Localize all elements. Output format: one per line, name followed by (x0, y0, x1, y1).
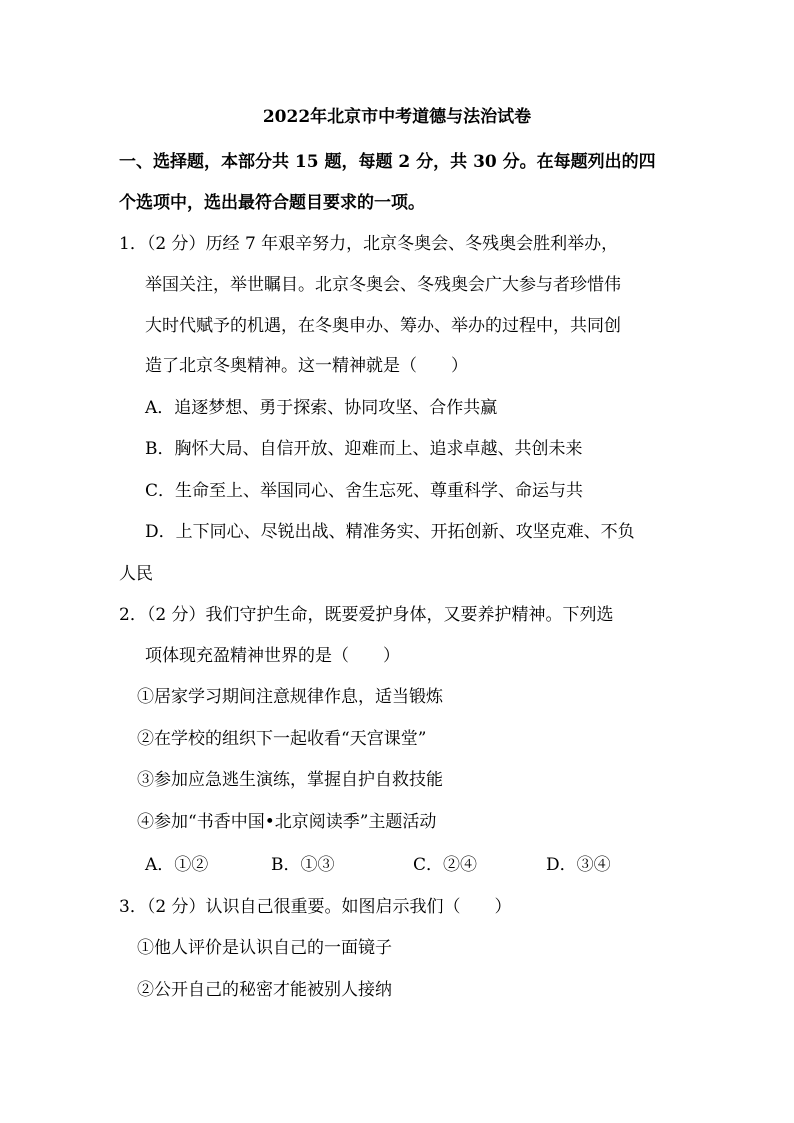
question-3-statement-2: ②公开自己的秘密才能被别人接纳 (137, 980, 392, 1000)
question-2-statement-3: ③参加应急逃生演练，掌握自护自救技能 (137, 770, 443, 790)
question-1-option-d: D．上下同心、尽锐出战、精准务实、开拓创新、攻坚克难、不负 (145, 522, 635, 542)
question-2-statement-1: ①居家学习期间注意规律作息，适当锻炼 (137, 687, 443, 707)
question-2-option-d: D．③④ (546, 855, 611, 875)
section-heading-line-2: 个选项中，选出最符合题目要求的一项。 (119, 193, 425, 213)
question-3-statement-1: ①他人评价是认识自己的一面镜子 (137, 938, 392, 958)
question-2-option-c: C．②④ (413, 855, 478, 875)
question-2-statement-2: ②在学校的组织下一起收看“天宫课堂” (137, 729, 427, 749)
question-2-stem-line: 项体现充盈精神世界的是（ ） (145, 646, 400, 666)
question-2-option-b: B．①③ (271, 855, 335, 875)
page-title: 2022年北京市中考道德与法治试卷 (262, 107, 532, 127)
question-1-option-d-continued: 人民 (119, 564, 153, 584)
question-1-option-c: C．生命至上、举国同心、舍生忘死、尊重科学、命运与共 (145, 481, 584, 501)
question-1-stem-line: 举国关注，举世瞩目。北京冬奥会、冬残奥会广大参与者珍惜伟 (145, 275, 621, 295)
question-3-stem-line: 3．（2 分）认识自己很重要。如图启示我们（ ） (119, 897, 512, 917)
question-1-stem-line: 大时代赋予的机遇，在冬奥申办、筹办、举办的过程中，共同创 (145, 316, 621, 336)
question-1-option-a: A．追逐梦想、勇于探索、协同攻坚、合作共赢 (145, 398, 498, 418)
question-2-options (0, 854, 794, 876)
question-1-stem-line: 造了北京冬奥精神。这一精神就是（ ） (145, 356, 468, 376)
question-1-stem-line: 1．（2 分）历经 7 年艰辛努力，北京冬奥会、冬残奥会胜利举办， (119, 234, 619, 254)
question-2-option-a: A．①② (145, 855, 209, 875)
question-2-stem-line: 2．（2 分）我们守护生命，既要爱护身体，又要养护精神。下列选 (119, 605, 614, 625)
question-1-option-b: B．胸怀大局、自信开放、迎难而上、追求卓越、共创未来 (145, 439, 583, 459)
question-2-statement-4: ④参加“书香中国•北京阅读季”主题活动 (137, 812, 437, 832)
section-heading-line-1: 一、选择题，本部分共 15 题，每题 2 分，共 30 分。在每题列出的四 (119, 152, 656, 172)
